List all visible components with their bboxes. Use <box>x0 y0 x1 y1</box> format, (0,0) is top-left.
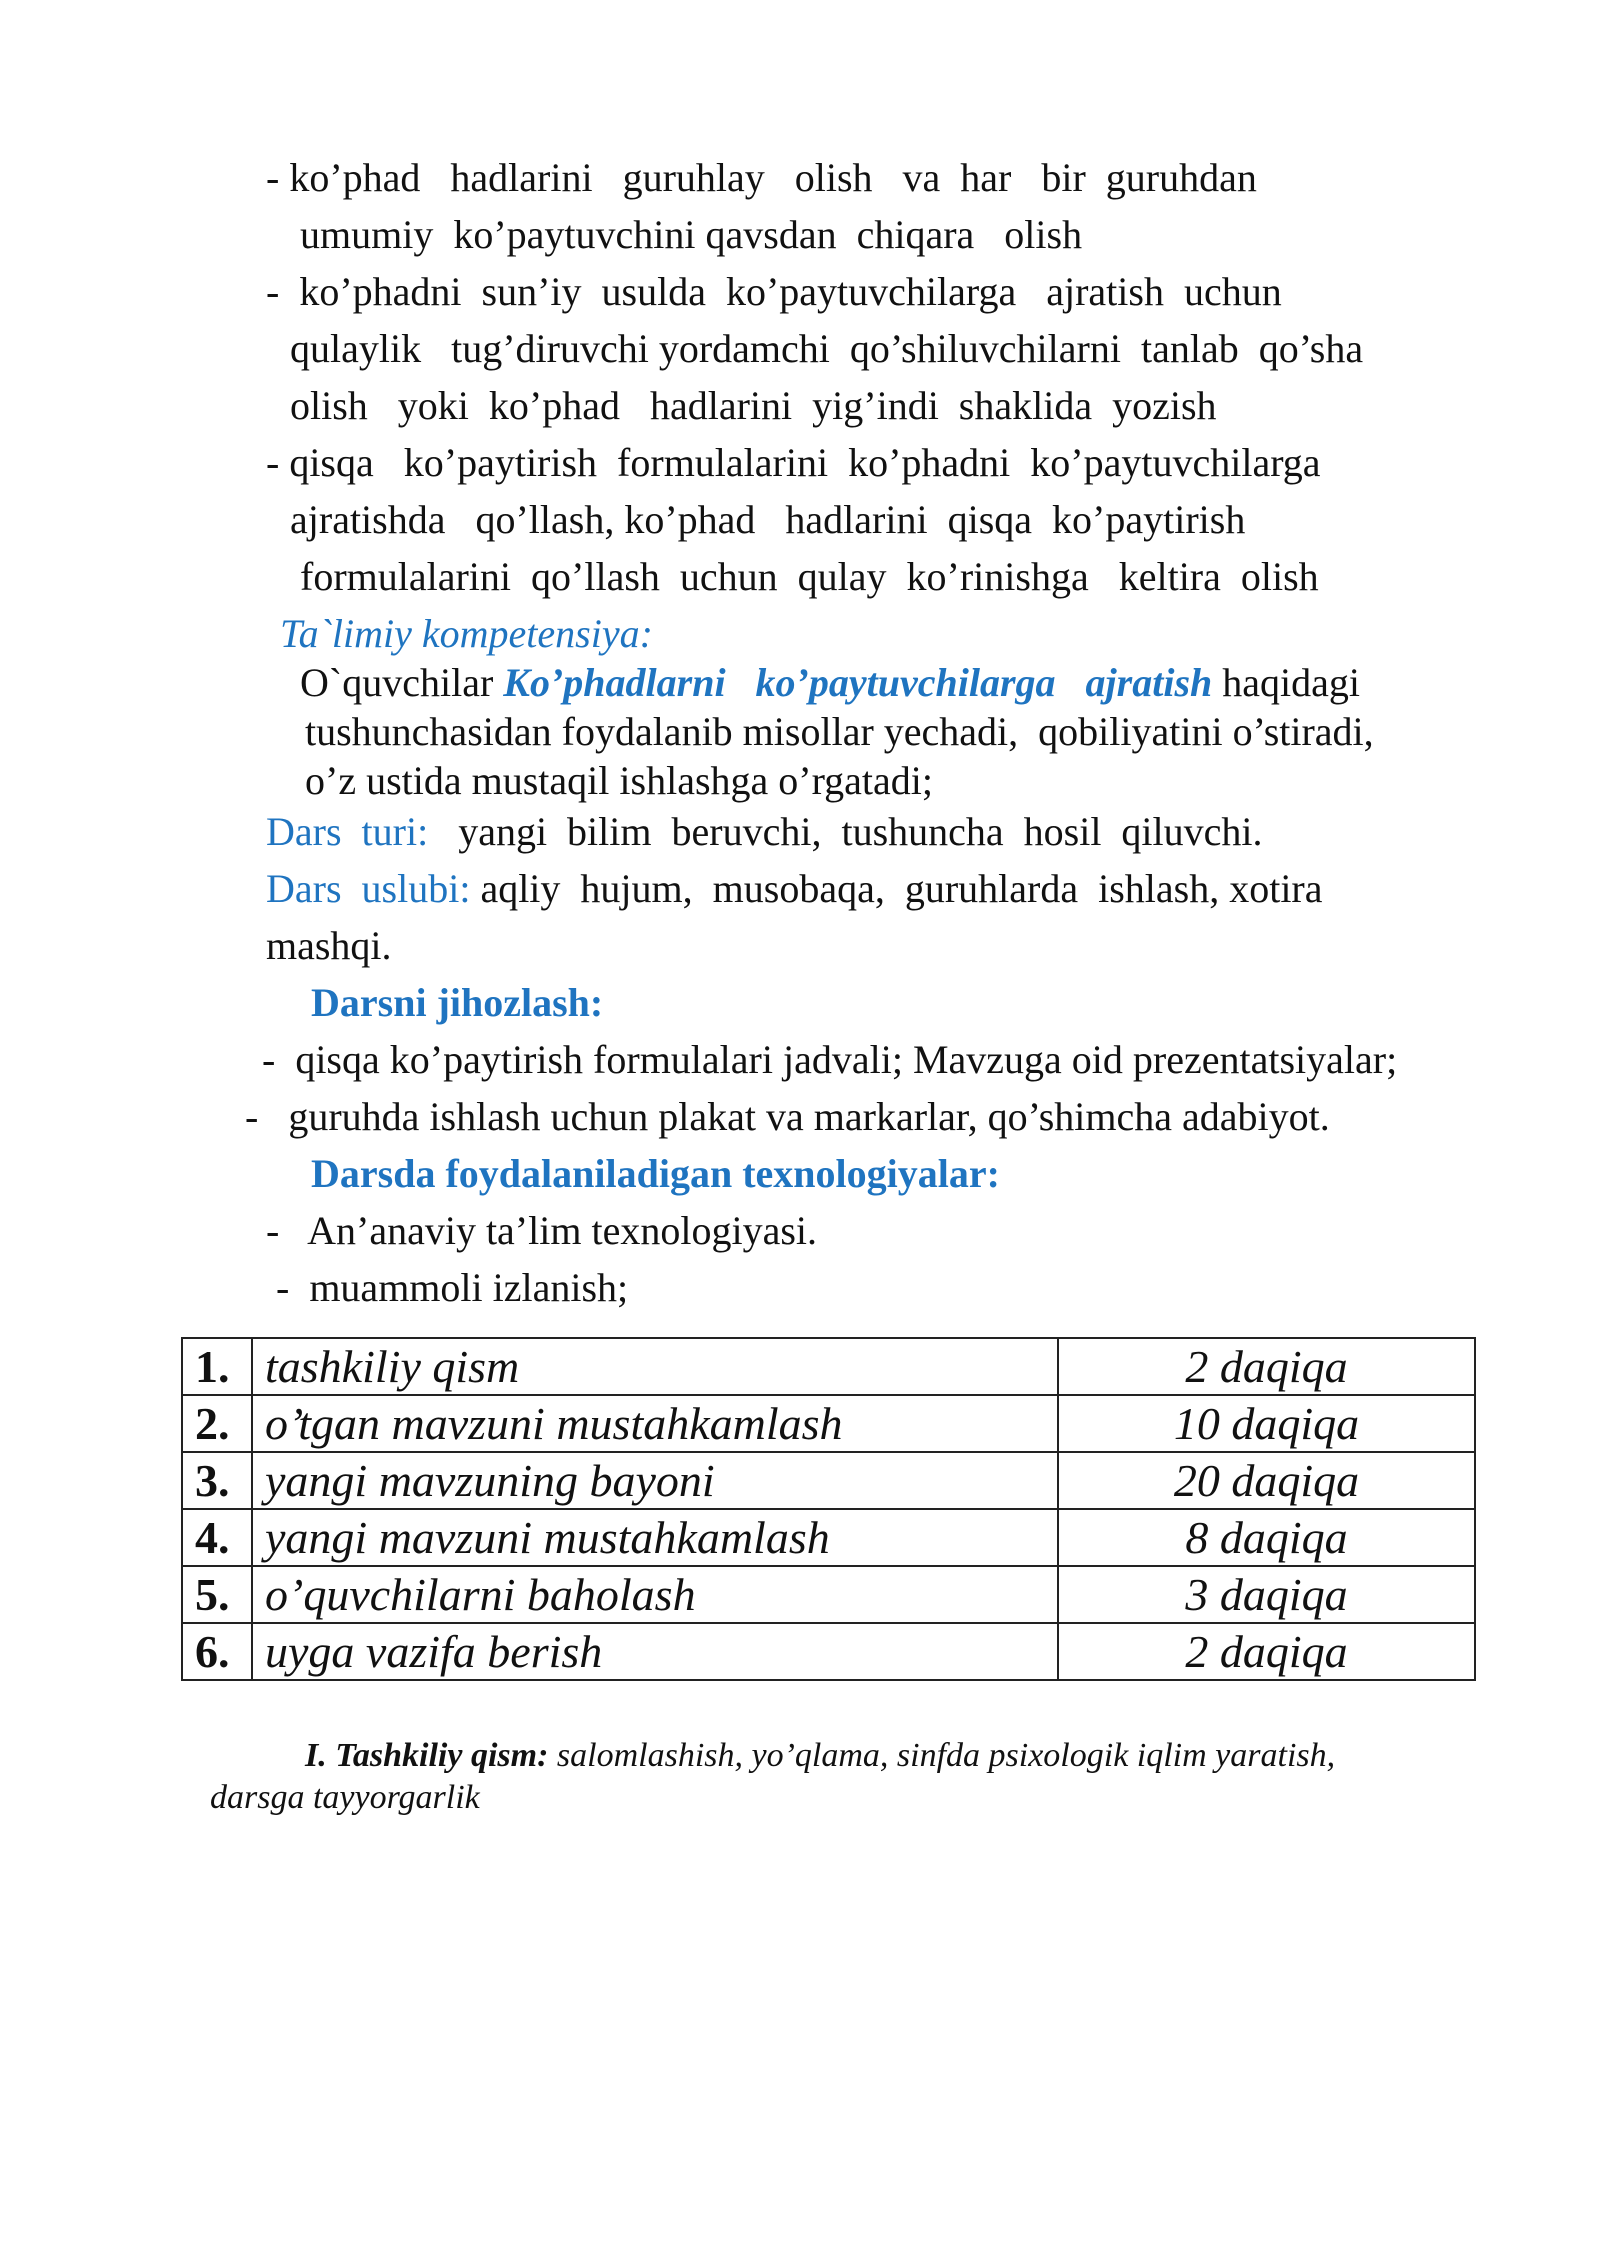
table-row <box>182 1395 1475 1452</box>
row-duration: 3 daqiqa <box>1058 1566 1475 1623</box>
row-topic: yangi mavzuning bayoni <box>252 1452 1058 1509</box>
objective-line: - ko’phadni sun’iy usulda ko’paytuvchilarga ajratish uchun <box>266 269 1282 314</box>
table-row <box>182 1566 1475 1623</box>
section-title: I. Tashkiliy qism: <box>305 1737 549 1774</box>
row-number: 6. <box>182 1623 252 1680</box>
competence-line <box>300 659 1360 707</box>
lesson-type <box>266 808 1263 856</box>
row-duration: 8 daqiqa <box>1058 1509 1475 1566</box>
table-row <box>182 1623 1475 1680</box>
competence-line: tushunchasidan foydalanib misollar yechadi, qobiliyatini o’stiradi, <box>305 709 1374 754</box>
competence-heading: Ta`limiy kompetensiya: <box>280 611 653 656</box>
technology-item: - muammoli izlanish; <box>276 1265 629 1310</box>
technology-item: - An’anaviy ta’lim texnologiyasi. <box>266 1208 817 1253</box>
table-row <box>182 1452 1475 1509</box>
row-topic: o’tgan mavzuni mustahkamlash <box>252 1395 1058 1452</box>
lesson-method-value: aqliy hujum, musobaqa, guruhlarda ishlash, xotira <box>470 866 1323 911</box>
equipment-heading: Darsni jihozlash: <box>311 980 604 1025</box>
objective-line: umumiy ko’paytuvchini qavsdan chiqara olish <box>300 212 1083 257</box>
competence-prefix: O`quvchilar <box>300 660 504 705</box>
lesson-type-label: Dars turi: <box>266 809 429 854</box>
row-duration: 20 daqiqa <box>1058 1452 1475 1509</box>
objective-line: olish yoki ko’phad hadlarini yig’indi shaklida yozish <box>290 383 1217 428</box>
row-duration: 10 daqiqa <box>1058 1395 1475 1452</box>
row-topic: uyga vazifa berish <box>252 1623 1058 1680</box>
competence-line: o’z ustida mustaqil ishlashga o’rgatadi; <box>305 758 934 803</box>
table-row <box>182 1509 1475 1566</box>
competence-topic: Ko’phadlarni ko’paytuvchilarga ajratish <box>503 660 1213 705</box>
lesson-plan-table <box>181 1337 1476 1681</box>
lesson-method-cont: mashqi. <box>266 923 392 968</box>
row-topic: yangi mavzuni mustahkamlash <box>252 1509 1058 1566</box>
lesson-method <box>266 865 1323 913</box>
objective-line: formulalarini qo’llash uchun qulay ko’rinishga keltira olish <box>300 554 1319 599</box>
objective-line: - qisqa ko’paytirish formulalarini ko’phadni ko’paytuvchilarga <box>266 440 1321 485</box>
lesson-type-value: yangi bilim beruvchi, tushuncha hosil qiluvchi. <box>428 809 1263 854</box>
row-duration: 2 daqiqa <box>1058 1623 1475 1680</box>
objective-line: ajratishda qo’llash, ko’phad hadlarini qisqa ko’paytirish <box>290 497 1246 542</box>
row-number: 3. <box>182 1452 252 1509</box>
section-text-cont: darsga tayyorgarlik <box>210 1779 480 1816</box>
competence-suffix: haqidagi <box>1212 660 1360 705</box>
row-topic: o’quvchilarni baholash <box>252 1566 1058 1623</box>
objective-line: - ko’phad hadlarini guruhlay olish va har bir guruhdan <box>266 155 1257 200</box>
row-number: 1. <box>182 1338 252 1395</box>
equipment-item: - qisqa ko’paytirish formulalari jadvali; Mavzuga oid prezentatsiyalar; <box>262 1037 1398 1082</box>
equipment-item: - guruhda ishlash uchun plakat va markarlar, qo’shimcha adabiyot. <box>245 1094 1330 1139</box>
section-intro <box>305 1735 1335 1777</box>
row-number: 4. <box>182 1509 252 1566</box>
row-number: 5. <box>182 1566 252 1623</box>
table-row <box>182 1338 1475 1395</box>
row-number: 2. <box>182 1395 252 1452</box>
objective-line: qulaylik tug’diruvchi yordamchi qo’shiluvchilarni tanlab qo’sha <box>290 326 1364 371</box>
lesson-method-label: Dars uslubi: <box>266 866 471 911</box>
section-text: salomlashish, yo’qlama, sinfda psixologik iqlim yaratish, <box>548 1737 1336 1774</box>
row-topic: tashkiliy qism <box>252 1338 1058 1395</box>
technologies-heading: Darsda foydalaniladigan texnologiyalar: <box>311 1151 1000 1196</box>
row-duration: 2 daqiqa <box>1058 1338 1475 1395</box>
